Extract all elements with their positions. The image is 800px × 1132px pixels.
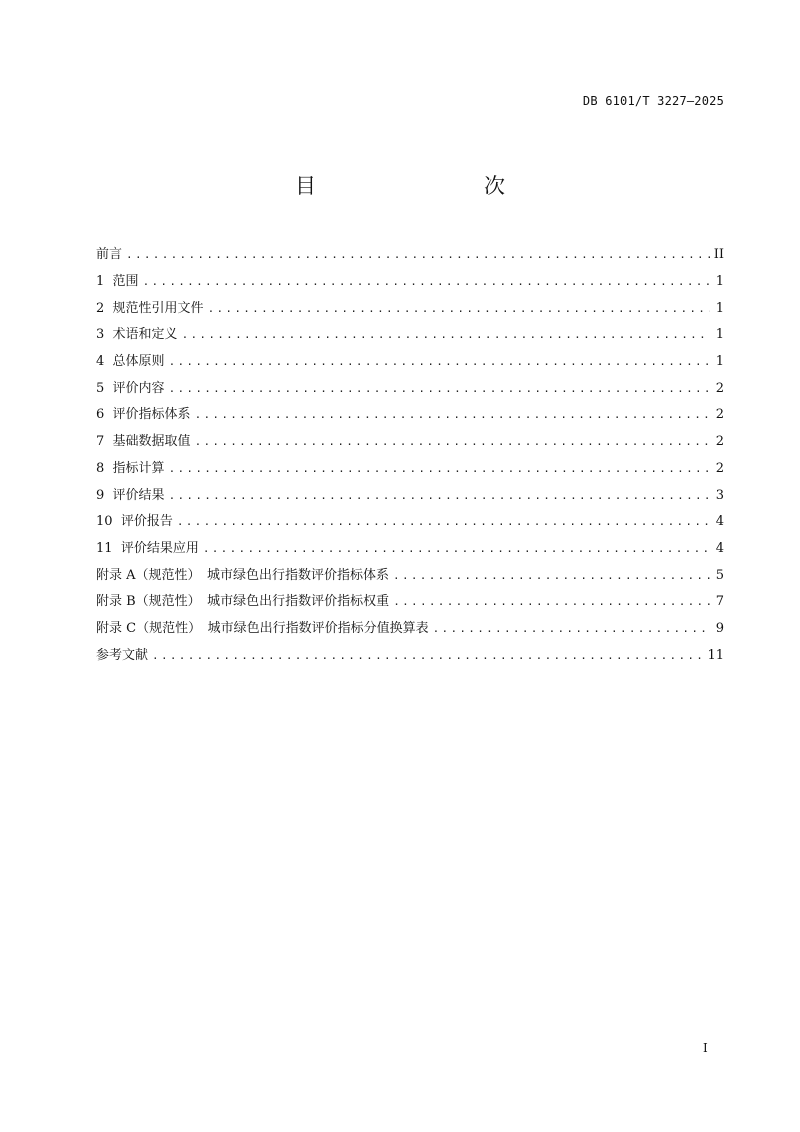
toc-dot-leader bbox=[208, 301, 710, 317]
toc-entry-number: 10 bbox=[96, 514, 121, 530]
toc-entry-page: 2 bbox=[715, 434, 724, 450]
toc-entry[interactable] bbox=[96, 642, 724, 669]
page-number: I bbox=[703, 1041, 708, 1055]
toc-entry-page: 7 bbox=[715, 594, 724, 610]
toc-entry[interactable] bbox=[96, 589, 724, 616]
toc-dot-leader bbox=[169, 461, 710, 477]
toc-entry-number: 9 bbox=[96, 487, 113, 503]
toc-entry-label: 范围 bbox=[112, 274, 139, 290]
toc-dot-leader bbox=[203, 541, 710, 557]
toc-entry-page: 2 bbox=[715, 407, 724, 423]
toc-entry-page: 4 bbox=[715, 514, 724, 530]
page-title: 目 次 bbox=[295, 174, 547, 198]
toc-entry[interactable] bbox=[96, 402, 724, 429]
toc-dot-leader bbox=[152, 648, 703, 664]
toc-entry-number: 6 bbox=[96, 407, 113, 423]
toc-dot-leader bbox=[169, 488, 710, 504]
toc-entry[interactable] bbox=[96, 562, 724, 589]
toc-entry-page: 5 bbox=[715, 567, 724, 583]
toc-entry[interactable] bbox=[96, 616, 724, 643]
toc-entry-page: 4 bbox=[715, 540, 724, 556]
toc-dot-leader bbox=[177, 514, 710, 530]
toc-entry-page: 9 bbox=[715, 620, 724, 636]
toc-entry-label: 指标计算 bbox=[112, 460, 165, 476]
toc-dot-leader bbox=[169, 354, 710, 370]
toc-entry-label: 评价结果应用 bbox=[120, 540, 199, 556]
toc-dot-leader bbox=[195, 407, 710, 423]
table-of-contents bbox=[96, 242, 724, 669]
toc-entry-page: 1 bbox=[715, 300, 724, 316]
toc-entry-page: 3 bbox=[715, 487, 724, 503]
toc-entry[interactable] bbox=[96, 269, 724, 296]
toc-entry[interactable] bbox=[96, 429, 724, 456]
toc-entry-label: 附录 A（规范性） 城市绿色出行指数评价指标体系 bbox=[96, 567, 390, 583]
toc-entry[interactable] bbox=[96, 322, 724, 349]
toc-entry[interactable] bbox=[96, 509, 724, 536]
toc-dot-leader bbox=[195, 434, 710, 450]
toc-entry-page: 1 bbox=[715, 274, 724, 290]
toc-dot-leader bbox=[182, 327, 710, 343]
toc-entry-label: 总体原则 bbox=[112, 354, 165, 370]
toc-entry-page: 1 bbox=[715, 327, 724, 343]
toc-dot-leader bbox=[393, 568, 710, 584]
toc-entry[interactable] bbox=[96, 242, 724, 269]
toc-entry-number: 5 bbox=[96, 380, 113, 396]
toc-entry-label: 参考文献 bbox=[96, 647, 149, 663]
toc-entry-label: 规范性引用文件 bbox=[112, 300, 204, 316]
toc-dot-leader bbox=[169, 381, 710, 397]
toc-entry-page: 1 bbox=[715, 354, 724, 370]
toc-entry-label: 评价结果 bbox=[112, 487, 165, 503]
toc-entry[interactable] bbox=[96, 349, 724, 376]
toc-entry-number: 3 bbox=[96, 327, 113, 343]
toc-entry[interactable] bbox=[96, 295, 724, 322]
toc-entry-number: 11 bbox=[96, 540, 121, 556]
toc-entry-number: 4 bbox=[96, 354, 113, 370]
toc-entry[interactable] bbox=[96, 456, 724, 483]
toc-entry-page: 11 bbox=[707, 647, 724, 663]
toc-entry-number: 1 bbox=[96, 274, 113, 290]
toc-entry-label: 附录 C（规范性） 城市绿色出行指数评价指标分值换算表 bbox=[96, 620, 429, 636]
toc-dot-leader bbox=[143, 274, 710, 290]
toc-entry[interactable] bbox=[96, 375, 724, 402]
toc-entry[interactable] bbox=[96, 482, 724, 509]
toc-entry-label: 评价指标体系 bbox=[112, 407, 191, 423]
toc-entry-number: 8 bbox=[96, 460, 113, 476]
toc-entry-page: II bbox=[713, 247, 724, 263]
document-code: DB 6101/T 3227—2025 bbox=[582, 94, 724, 108]
toc-entry-number: 2 bbox=[96, 300, 113, 316]
toc-entry-page: 2 bbox=[715, 460, 724, 476]
toc-entry-label: 前言 bbox=[96, 247, 123, 263]
toc-dot-leader bbox=[433, 621, 710, 637]
toc-entry-label: 评价报告 bbox=[120, 514, 173, 530]
toc-entry-label: 术语和定义 bbox=[112, 327, 178, 343]
toc-dot-leader bbox=[393, 594, 710, 610]
toc-entry-label: 附录 B（规范性） 城市绿色出行指数评价指标权重 bbox=[96, 594, 390, 610]
toc-entry-page: 2 bbox=[715, 380, 724, 396]
toc-entry-label: 评价内容 bbox=[112, 380, 165, 396]
toc-entry-label: 基础数据取值 bbox=[112, 434, 191, 450]
toc-entry-number: 7 bbox=[96, 434, 113, 450]
toc-dot-leader bbox=[126, 247, 710, 263]
toc-entry[interactable] bbox=[96, 536, 724, 563]
